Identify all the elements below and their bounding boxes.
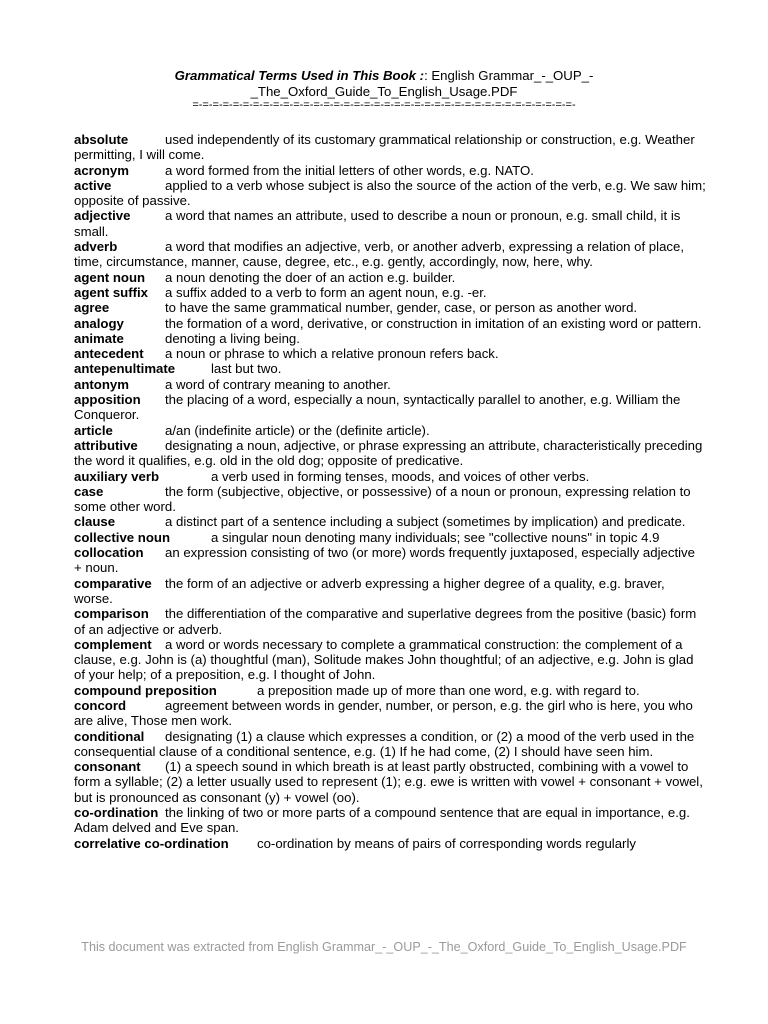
glossary-definition: a singular noun denoting many individuals; see "collective nouns" in topic 4.9 (211, 529, 660, 545)
glossary-entry (74, 759, 706, 805)
glossary-entry (74, 178, 706, 209)
glossary-definition: the placing of a word, especially a noun, syntactically parallel to another, e.g. William the Conqueror. (74, 392, 681, 423)
glossary-term: apposition (74, 392, 141, 408)
glossary-term: compound preposition (74, 682, 217, 698)
glossary-entry (74, 285, 706, 300)
glossary-entry (74, 836, 706, 851)
glossary-entry (74, 576, 706, 607)
glossary-term: auxiliary verb (74, 468, 160, 484)
glossary-entry (74, 392, 706, 423)
glossary-definition: last but two. (211, 361, 282, 377)
glossary-definition: a suffix added to a verb to form an agent noun, e.g. -er. (165, 284, 487, 300)
glossary-entry (74, 514, 706, 529)
glossary-term: adjective (74, 208, 131, 224)
glossary-definition: the linking of two or more parts of a compound sentence that are equal in importance, e.g. Adam delved and Eve span. (74, 805, 690, 836)
glossary-definition: a word formed from the initial letters of other words, e.g. NATO. (165, 162, 534, 178)
glossary-entry (74, 331, 706, 346)
glossary-entry (74, 698, 706, 729)
glossary-term: adverb (74, 239, 118, 255)
glossary-term: comparison (74, 606, 149, 622)
header-line-1 (0, 68, 768, 84)
glossary-term: agree (74, 300, 110, 316)
glossary-definition: a noun denoting the doer of an action e.g. builder. (165, 269, 456, 285)
glossary-term: active (74, 177, 112, 193)
footer-note: This document was extracted from English Grammar_-_OUP_-_The_Oxford_Guide_To_English_Usage.PDF (81, 940, 687, 954)
glossary-definition: a word of contrary meaning to another. (165, 376, 391, 392)
glossary-entry (74, 469, 706, 484)
glossary-term: collocation (74, 545, 144, 561)
header-source-line-2: _The_Oxford_Guide_To_English_Usage.PDF (250, 83, 518, 99)
header-source-line-1: : English Grammar_-_OUP_- (424, 68, 594, 83)
glossary-definition: a word that names an attribute, used to describe a noun or pronoun, e.g. small child, it is small. (74, 208, 681, 239)
glossary-entry (74, 606, 706, 637)
glossary-entry (74, 316, 706, 331)
glossary-definition: a word that modifies an adjective, verb, or another adverb, expressing a relation of place, time, circumstance, manner, cause, degree, etc., e.g. gently, accordingly, now, here, why. (74, 239, 685, 270)
glossary-definition: agreement between words in gender, number, or person, e.g. the girl who is here, you who are alive, Those men work. (74, 697, 693, 729)
glossary-list (74, 132, 706, 851)
glossary-definition: used independently of its customary grammatical relationship or construction, e.g. Weather permitting, I will come. (74, 132, 695, 163)
glossary-term: conditional (74, 728, 145, 744)
glossary-entry (74, 423, 706, 438)
glossary-term: comparative (74, 575, 152, 591)
glossary-definition: a word or words necessary to complete a grammatical construction: the complement of a clause, e.g. John is (a) thoughtful (man), Solitude makes John thoughtful; of an adjective, e.g. John is glad of your help; of a preposition, e.g. I thought of John. (74, 636, 694, 683)
glossary-definition: the form of an adjective or adverb expressing a higher degree of a quality, e.g. braver, worse. (74, 575, 665, 606)
glossary-term: antonym (74, 376, 129, 392)
glossary-definition: the form (subjective, objective, or possessive) of a noun or pronoun, expressing relation to some other word. (74, 483, 691, 515)
glossary-term: agent suffix (74, 284, 149, 300)
glossary-entry (74, 805, 706, 836)
glossary-term: attributive (74, 437, 138, 453)
glossary-entry (74, 530, 706, 545)
glossary-definition: a distinct part of a sentence including a subject (sometimes by implication) and predicate. (165, 514, 686, 530)
glossary-term: consonant (74, 759, 141, 775)
glossary-term: concord (74, 697, 127, 713)
glossary-term: collective noun (74, 529, 170, 545)
glossary-term: clause (74, 514, 116, 530)
glossary-term: agent noun (74, 269, 146, 285)
glossary-definition: a verb used in forming tenses, moods, and voices of other verbs. (211, 468, 590, 484)
glossary-definition: co-ordination by means of pairs of corresponding words regularly (257, 835, 636, 851)
glossary-term: acronym (74, 162, 129, 178)
header-label: Grammatical Terms Used in This Book : (174, 68, 425, 83)
glossary-term: complement (74, 636, 152, 652)
glossary-term: analogy (74, 315, 124, 331)
glossary-term: article (74, 422, 113, 438)
glossary-entry (74, 270, 706, 285)
glossary-entry (74, 438, 706, 469)
glossary-entry (74, 545, 706, 576)
glossary-term: co-ordination (74, 805, 159, 821)
document-header (0, 68, 768, 111)
glossary-definition: a preposition made up of more than one word, e.g. with regard to. (257, 682, 640, 698)
glossary-definition: designating (1) a clause which expresses a condition, or (2) a mood of the verb used in the consequential clause of a conditional sentence, e.g. (1) If he had come, (2) I should have seen him. (74, 728, 695, 759)
glossary-entry (74, 484, 706, 515)
glossary-term: antepenultimate (74, 361, 176, 377)
glossary-definition: (1) a speech sound in which breath is at least partly obstructed, combining with a vowel to form a syllable; (2) a letter usually used to represent (1); e.g. ewe is written with vowel + consonant + vowel, but is pronounced as consonant (y) + vowel (oo). (74, 759, 703, 805)
glossary-definition: a noun or phrase to which a relative pronoun refers back. (165, 346, 499, 362)
glossary-entry (74, 346, 706, 361)
glossary-term: antecedent (74, 346, 144, 362)
glossary-term: absolute (74, 132, 129, 147)
glossary-entry (74, 637, 706, 683)
glossary-entry (74, 361, 706, 376)
header-separator: =-=-=-=-=-=-=-=-=-=-=-=-=-=-=-=-=-=-=-=-=-=-=-=-=-=-=-=-=-=-=-=-=-=-=-=-=-=- (192, 99, 576, 111)
glossary-definition: denoting a living being. (165, 330, 300, 346)
glossary-entry (74, 377, 706, 392)
glossary-definition: a/an (indefinite article) or the (definite article). (165, 422, 430, 438)
glossary-entry (74, 683, 706, 698)
glossary-definition: designating a noun, adjective, or phrase expressing an attribute, characteristically preceding the word it qualifies, e.g. old in the old dog; opposite of predicative. (74, 437, 703, 469)
glossary-entry (74, 239, 706, 270)
glossary-entry (74, 132, 706, 163)
glossary-definition: applied to a verb whose subject is also the source of the action of the verb, e.g. We saw him; opposite of passive. (74, 177, 706, 209)
glossary-entry (74, 729, 706, 760)
glossary-definition: the formation of a word, derivative, or construction in imitation of an existing word or pattern. (165, 315, 702, 331)
glossary-definition: an expression consisting of two (or more) words frequently juxtaposed, especially adjective + noun. (74, 545, 695, 576)
glossary-definition: the differentiation of the comparative and superlative degrees from the positive (basic) form of an adjective or adverb. (74, 606, 697, 637)
glossary-entry (74, 163, 706, 178)
glossary-term: case (74, 483, 104, 499)
glossary-definition: to have the same grammatical number, gender, case, or person as another word. (165, 300, 638, 316)
glossary-term: animate (74, 330, 124, 346)
glossary-entry (74, 300, 706, 315)
glossary-entry (74, 208, 706, 239)
glossary-term: correlative co-ordination (74, 835, 229, 851)
